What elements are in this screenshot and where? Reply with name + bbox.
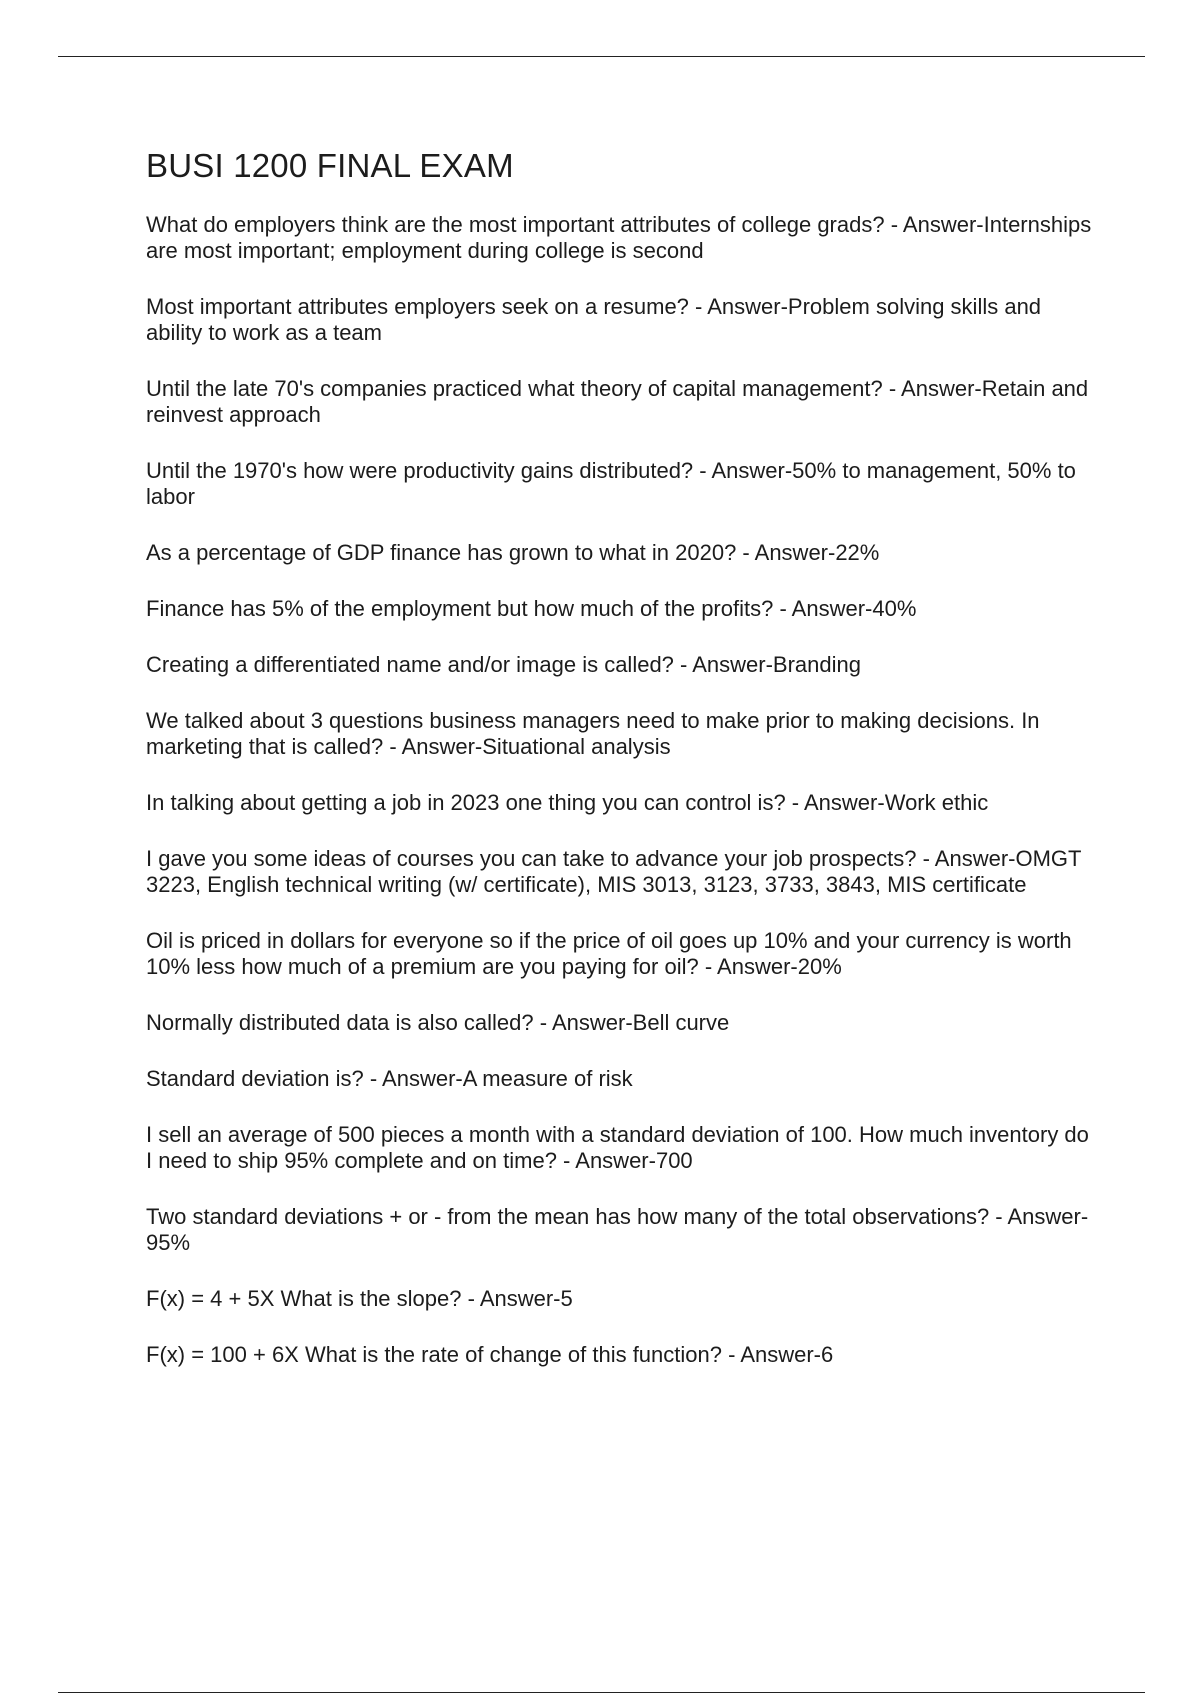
qa-item-3: Until the late 70's companies practiced what theory of capital management? - Answer-Retain and reinvest approach bbox=[146, 376, 1089, 427]
qa-item-11: Oil is priced in dollars for everyone so if the price of oil goes up 10% and your currency is worth 10% less how much of a premium are you paying for oil? - Answer-20% bbox=[146, 928, 1072, 979]
qa-item-14: I sell an average of 500 pieces a month with a standard deviation of 100. How much inventory do I need to ship 95% complete and on time? - Answer-700 bbox=[146, 1122, 1089, 1173]
qa-item-1: What do employers think are the most important attributes of college grads? - Answer-Internships are most important; employment during college is second bbox=[146, 212, 1092, 263]
qa-item-4: Until the 1970's how were productivity gains distributed? - Answer-50% to management, 50% to labor bbox=[146, 458, 1076, 509]
qa-item-7: Creating a differentiated name and/or image is called? - Answer-Branding bbox=[146, 652, 861, 677]
bottom-rule bbox=[58, 1692, 1145, 1693]
qa-item-9: In talking about getting a job in 2023 one thing you can control is? - Answer-Work ethic bbox=[146, 790, 989, 815]
qa-item-5: As a percentage of GDP finance has grown to what in 2020? - Answer-22% bbox=[146, 540, 880, 565]
qa-item-13: Standard deviation is? - Answer-A measure of risk bbox=[146, 1066, 633, 1091]
qa-item-17: F(x) = 100 + 6X What is the rate of change of this function? - Answer-6 bbox=[146, 1342, 834, 1367]
qa-item-2: Most important attributes employers seek on a resume? - Answer-Problem solving skills and ability to work as a team bbox=[146, 294, 1042, 345]
document-body bbox=[146, 146, 1096, 1398]
qa-item-15: Two standard deviations + or - from the mean has how many of the total observations? - Answer-95% bbox=[146, 1204, 1089, 1255]
qa-item-10: I gave you some ideas of courses you can take to advance your job prospects? - Answer-OMGT 3223, English technical writing (w/ certificate), MIS 3013, 3123, 3733, 3843, MIS certificate bbox=[146, 846, 1082, 897]
top-rule bbox=[58, 56, 1145, 57]
qa-item-16: F(x) = 4 + 5X What is the slope? - Answer-5 bbox=[146, 1286, 573, 1311]
document-title: BUSI 1200 FINAL EXAM bbox=[146, 147, 514, 184]
qa-item-6: Finance has 5% of the employment but how much of the profits? - Answer-40% bbox=[146, 596, 917, 621]
qa-item-8: We talked about 3 questions business managers need to make prior to making decisions. In marketing that is called? - Answer-Situational analysis bbox=[146, 708, 1040, 759]
qa-item-12: Normally distributed data is also called? - Answer-Bell curve bbox=[146, 1010, 730, 1035]
